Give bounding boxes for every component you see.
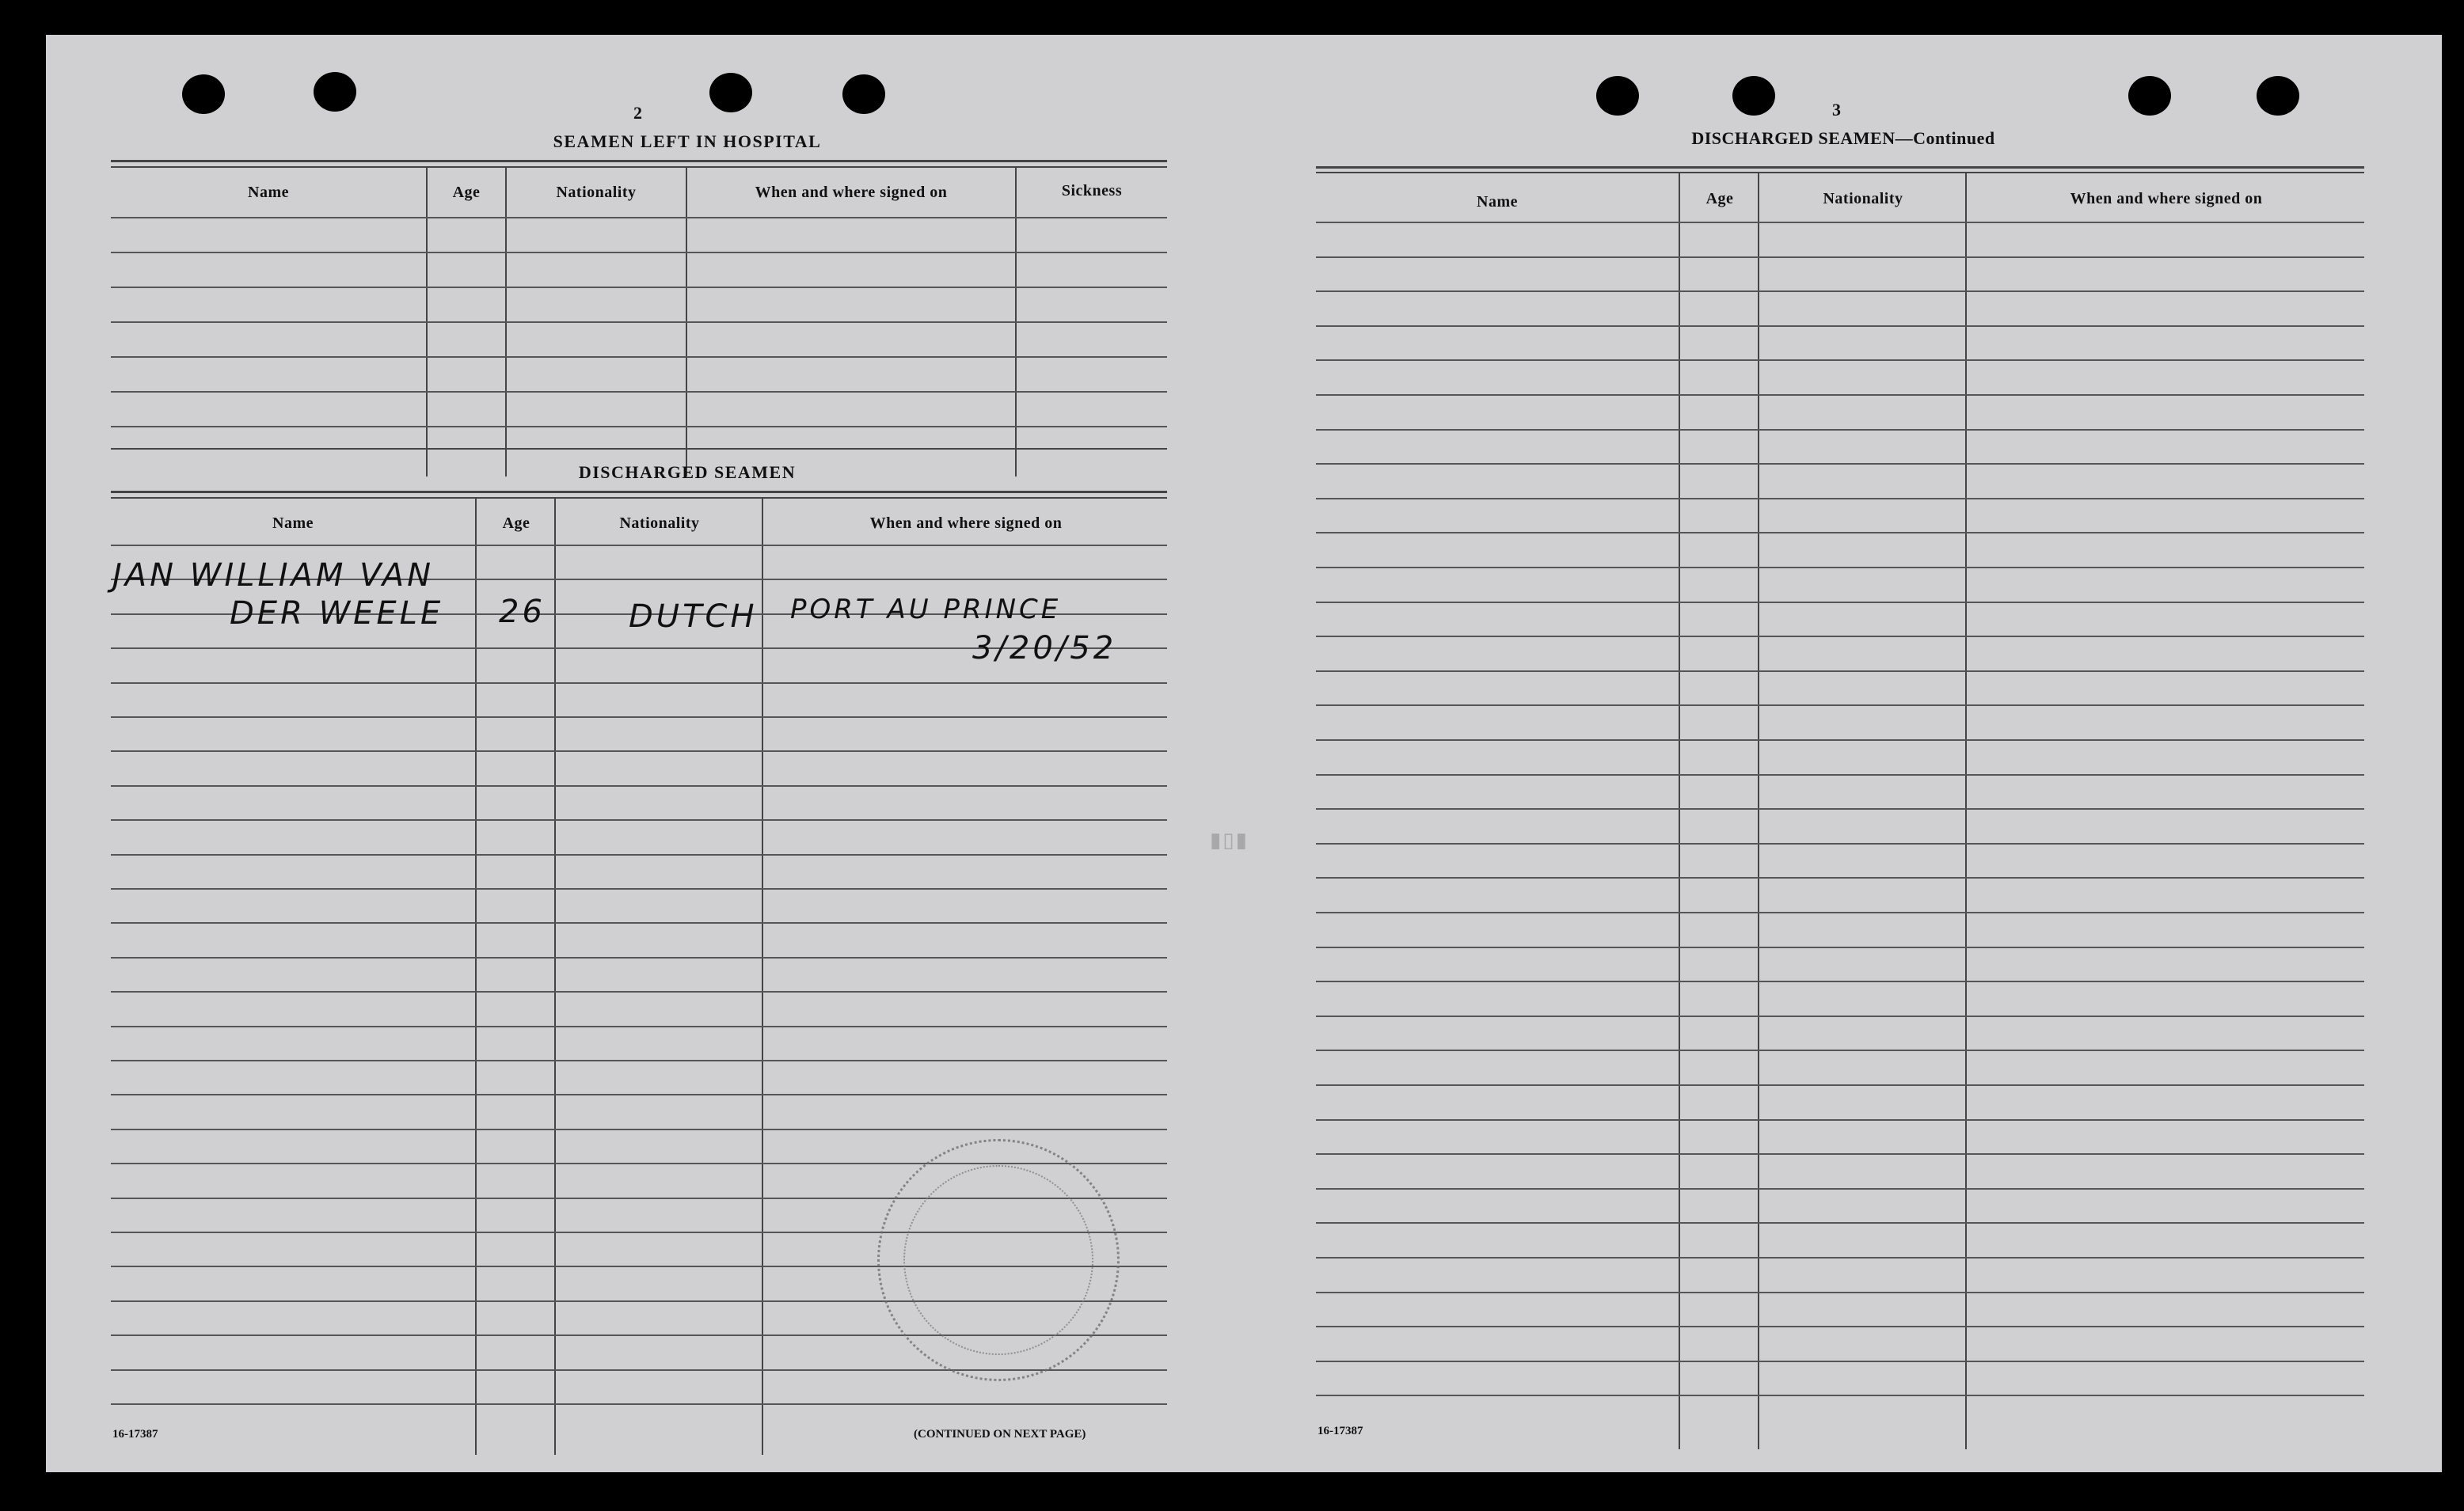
punch-hole (2257, 76, 2299, 116)
row-line (1316, 808, 2364, 810)
row-line (1316, 602, 2364, 603)
row-line (1316, 394, 2364, 396)
row-line (1316, 739, 2364, 741)
hospital-top-rule (111, 160, 1167, 162)
row-line (1316, 1292, 2364, 1293)
bleed-through-mark: ▮▯▮ (1210, 829, 1249, 852)
discharged-col-divider (475, 499, 477, 1455)
right-form-number: 16-17387 (1318, 1425, 1363, 1437)
row-line (111, 854, 1167, 856)
row-line (111, 1403, 1167, 1405)
row-line (111, 1094, 1167, 1095)
right-col-nationality: Nationality (1823, 190, 1903, 207)
entry-signed-on-place: PORT AU PRINCE (790, 594, 1062, 625)
row-line (111, 217, 1167, 218)
row-line (111, 819, 1167, 821)
hospital-section-title: SEAMEN LEFT IN HOSPITAL (553, 131, 822, 151)
right-col-age: Age (1705, 190, 1734, 207)
row-line (1316, 463, 2364, 465)
discharged-col-divider (554, 499, 556, 1455)
continued-note: (CONTINUED ON NEXT PAGE) (914, 1428, 1086, 1441)
row-line (1316, 498, 2364, 499)
row-line (1316, 704, 2364, 706)
row-line (1316, 359, 2364, 361)
punch-hole (1596, 76, 1639, 116)
row-line (1316, 1016, 2364, 1017)
entry-nationality: DUTCH (629, 598, 758, 635)
punch-hole (2128, 76, 2171, 116)
discharged-section-title: DISCHARGED SEAMEN (578, 462, 797, 482)
entry-age: 26 (499, 594, 546, 630)
row-line (1316, 256, 2364, 258)
row-line (1316, 1257, 2364, 1259)
row-line (111, 785, 1167, 787)
row-line (1316, 1222, 2364, 1224)
row-line (1316, 947, 2364, 948)
hospital-top-rule (111, 166, 1167, 168)
row-line (111, 922, 1167, 924)
discharged-col-age: Age (502, 514, 530, 532)
entry-signed-on-date: 3/20/52 (972, 630, 1117, 666)
row-line (111, 1026, 1167, 1027)
row-line (1316, 325, 2364, 327)
discharged-col-divider (762, 499, 763, 1455)
row-line (1316, 670, 2364, 672)
row-line (1316, 290, 2364, 292)
row-line (1316, 429, 2364, 431)
row-line (111, 1129, 1167, 1130)
entry-name-line1: JAN WILLIAM VAN (112, 557, 435, 594)
discharged-col-signed-on: When and where signed on (869, 514, 1063, 532)
customs-stamp-ring (903, 1165, 1093, 1355)
right-col-signed-on: When and where signed on (2070, 190, 2263, 207)
discharged-top-rule (111, 491, 1167, 493)
punch-hole (1732, 76, 1775, 116)
right-page-number: 3 (1832, 100, 1841, 120)
hospital-col-sickness: Sickness (1061, 182, 1123, 199)
punch-hole (314, 72, 356, 112)
punch-hole (709, 73, 752, 112)
right-top-rule (1316, 166, 2364, 169)
row-line (1316, 912, 2364, 913)
row-line (111, 287, 1167, 288)
left-page-number: 2 (633, 103, 642, 123)
row-line (111, 1060, 1167, 1061)
row-line (1316, 877, 2364, 879)
right-top-rule (1316, 172, 2364, 173)
form-sheet (46, 35, 2442, 1472)
row-line (111, 545, 1167, 546)
row-line (111, 356, 1167, 358)
hospital-col-name: Name (248, 184, 289, 201)
row-line (1316, 636, 2364, 637)
discharged-col-nationality: Nationality (619, 514, 700, 532)
right-col-name: Name (1477, 193, 1518, 211)
customs-stamp (877, 1139, 1120, 1381)
row-line (111, 321, 1167, 323)
punch-hole (842, 74, 885, 114)
row-line (1316, 843, 2364, 845)
row-line (1316, 567, 2364, 568)
row-line (1316, 1119, 2364, 1121)
row-line (1316, 1188, 2364, 1190)
discharged-col-name: Name (272, 514, 314, 532)
discharged-top-rule (111, 497, 1167, 499)
row-line (1316, 532, 2364, 533)
row-line (111, 682, 1167, 684)
row-line (1316, 1395, 2364, 1396)
row-line (1316, 222, 2364, 223)
row-line (111, 426, 1167, 427)
row-line (111, 750, 1167, 752)
entry-name-line2: DER WEELE (230, 595, 444, 632)
row-line (1316, 1050, 2364, 1051)
right-section-title: DISCHARGED SEAMEN—Continued (1691, 128, 1995, 148)
left-form-number: 16-17387 (112, 1428, 158, 1441)
row-line (111, 391, 1167, 393)
hospital-bottom-rule (111, 448, 1167, 450)
row-line (1316, 1361, 2364, 1362)
row-line (111, 991, 1167, 993)
hospital-col-signed-on: When and where signed on (755, 184, 948, 201)
hospital-col-age: Age (452, 184, 481, 201)
row-line (1316, 1153, 2364, 1155)
row-line (111, 716, 1167, 718)
row-line (1316, 1326, 2364, 1327)
row-line (1316, 774, 2364, 776)
row-line (111, 252, 1167, 253)
row-line (111, 888, 1167, 890)
row-line (1316, 1084, 2364, 1086)
row-line (1316, 981, 2364, 982)
row-line (111, 957, 1167, 959)
hospital-col-nationality: Nationality (556, 184, 637, 201)
punch-hole (182, 74, 225, 114)
